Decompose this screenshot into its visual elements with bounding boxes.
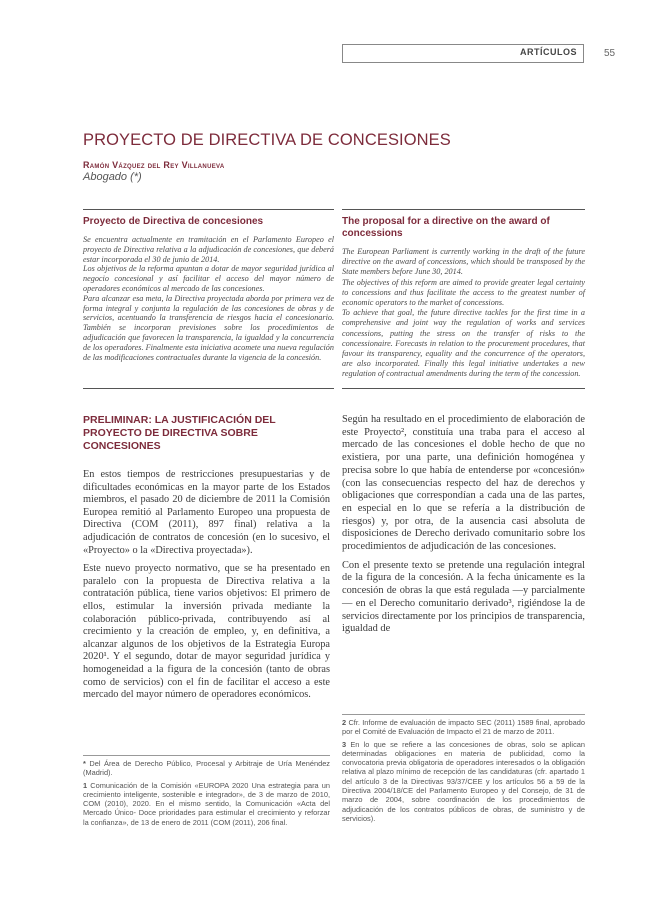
- article-title: PROYECTO DE DIRECTIVA DE CONCESIONES: [83, 131, 451, 149]
- body-paragraph: En estos tiempos de restricciones presupuestarias y de dificultades económicas en la mayor parte de los Estados miembros, el pasado 20 de diciembre de 2011 la Comisión Europea remitió al Parlamento Europeo una propuesta de Directiva (COM (2011), 897 final) relativa a la adjudicación de contratos de concesión (en lo sucesivo, el «Proyecto» o la «Directiva proyectada»).: [83, 469, 330, 556]
- abstract-paragraph: Se encuentra actualmente en tramitación en el Parlamento Europeo el proyecto de Directiva relativa a la adjudicación de concesiones, que deberá estar incorporada el 30 de junio de 2014.: [83, 235, 334, 264]
- body-paragraph: Este nuevo proyecto normativo, que se ha presentado en paralelo con la propuesta de Directiva relativa a la contratación pública, tiene varios objetivos: El primero de ellos, estimular la inversión privada mediante la colaboración público-privada, contribuyendo así al crecimiento y la creación de empleo, y, en definitiva, a alcanzar algunos de los objetivos de la Estrategia Europa 2020¹. Y el segundo, dotar de mayor seguridad jurídica y homogeneidad a la figura de la concesión (tanto de obras como de servicios) con el fin de facilitar el acceso a este mercado del mayor número de operadores económicos.: [83, 563, 330, 701]
- footnote: [83, 781, 330, 827]
- abstract-paragraph: To achieve that goal, the future directive tackles for the first time in a comprehensive and joint way the regulation of works and services concessions, putting the stress on the transfer of risks to the concessionaire. Forecasts in relation to the procurement procedures, that favour its transparency, equality and the concurrence of the operators, are also incorporated. Finally this legal initiative undertakes a new regulation of contractual amendments during the term of the concession.: [342, 308, 585, 379]
- article-author: Ramón Vázquez del Rey Villanueva: [83, 160, 225, 170]
- abstract-english-body: [342, 247, 585, 380]
- abstract-english-title: The proposal for a directive on the award of concessions: [342, 216, 550, 239]
- footnote-text: Cfr. Informe de evaluación de impacto SEC (2011) 1589 final, aprobado por el Comité de Evaluación de Impacto el 21 de marzo de 2011.: [342, 718, 585, 737]
- footnote-text: Comunicación de la Comisión «EUROPA 2020 Una estrategia para un crecimiento inteligente, sostenible e integrador», de 3 de marzo de 2010, COM (2010), 2020. En el mismo sentido, la Comunicación «Acta del Mercado Único- Doce prioridades para estimular el crecimiento y reforzar la confianza», de 13 de enero de 2011 (COM (2011), 206 final.: [83, 780, 331, 827]
- abstract-spanish-title: Proyecto de Directiva de concesiones: [83, 216, 264, 227]
- footnote: [342, 718, 585, 737]
- page-number: 55: [604, 48, 616, 59]
- abstract-paragraph: Los objetivos de la reforma apuntan a dotar de mayor seguridad jurídica al negocio concesional y así facilitar el acceso del mayor número de operadores económicos al mercado de las concesiones.: [83, 264, 334, 293]
- abstract-paragraph: The European Parliament is currently working in the draft of the future directive on the award of concessions, which should be transposed by the State members before June 30, 2014.: [342, 247, 585, 277]
- footnotes-right: [342, 714, 585, 826]
- footnote: [342, 740, 585, 824]
- author-role: Abogado (*): [83, 171, 142, 183]
- body-paragraph: Con el presente texto se pretende una regulación integral de la figura de la concesión. A la fecha únicamente es la concesión de obras la que está regulada —y parcialmente— en el Derecho comunitario derivado³, rigiéndose la de servicios directamente por los principios de transparencia, igualdad de: [342, 559, 585, 635]
- body-paragraph: Según ha resultado en el procedimiento de elaboración de este Proyecto², constituía una traba para el acceso al mercado de las concesiones el doble hecho de que no existiera, por una parte, una definición homogénea y precisa sobre lo que había de entenderse por «concesión» (con las consecuencias respecto del haz de derechos y obligaciones que correspondían a cada una de las partes, en especial en lo que se refería a la distribución de riesgos) y, por otra, de la ausencia casi absoluta de disposiciones de Derecho derivado comunitario sobre los procedimientos de adjudicación de las concesiones.: [342, 414, 585, 553]
- footnotes-left: [83, 755, 330, 830]
- body-column-left: [83, 414, 330, 708]
- abstract-paragraph: The objectives of this reform are aimed to provide greater legal certainty to concessions and thus facilitate the access to the greatest number of economic operators to the market of concessions.: [342, 277, 585, 308]
- footnote-text: En lo que se refiere a las concesiones de obras, solo se aplican determinadas obligaciones en materia de publicidad, como la convocatoria previa obligatoria de operadores interesados o la obligación relativa al plazo mínimo de recepción de las candidaturas (cfr. apartado 1 del artículo 3 de la Directivas 93/37/CEE y los artículos 56 a 59 de la Directiva 2004/18/CE del Parlamento Europeo y del Consejo, de 31 de marzo de 2004, sobre coordinación de los procedimientos de adjudicación de los contratos públicos de obras, de suministro y de servicios).: [342, 739, 585, 823]
- footnote-text: Del Área de Derecho Público, Procesal y Arbitraje de Uría Menéndez (Madrid).: [83, 759, 330, 778]
- abstract-paragraph: Para alcanzar esa meta, la Directiva proyectada aborda por primera vez de forma integral y conjunta la regulación de las concesiones de obras y de servicios, acentuando la transferencia de riesgos hacia el concesionario. También se incorporan previsiones sobre los procedimientos de adjudicación que favorecen la transparencia, la igualdad y la concurrencia de los operadores. Finalmente esta iniciativa acomete una nueva regulación de las modificaciones contractuales durante la vigencia de la concesión.: [83, 293, 334, 362]
- footnote-mark: 1: [83, 780, 88, 790]
- footnote: [83, 759, 330, 778]
- section-label: ARTÍCULOS: [520, 47, 577, 57]
- footnote-mark: 3: [342, 739, 347, 749]
- footnote-mark: *: [83, 759, 86, 768]
- abstract-english: [342, 209, 585, 389]
- body-column-right: [342, 414, 585, 642]
- abstract-spanish-body: [83, 235, 334, 362]
- section-heading: PRELIMINAR: LA JUSTIFICACIÓN DEL PROYECTO DE DIRECTIVA SOBRE CONCESIONES: [83, 414, 276, 452]
- abstract-spanish: [83, 209, 334, 389]
- footnote-mark: 2: [342, 718, 347, 727]
- section-header-box: [342, 44, 584, 63]
